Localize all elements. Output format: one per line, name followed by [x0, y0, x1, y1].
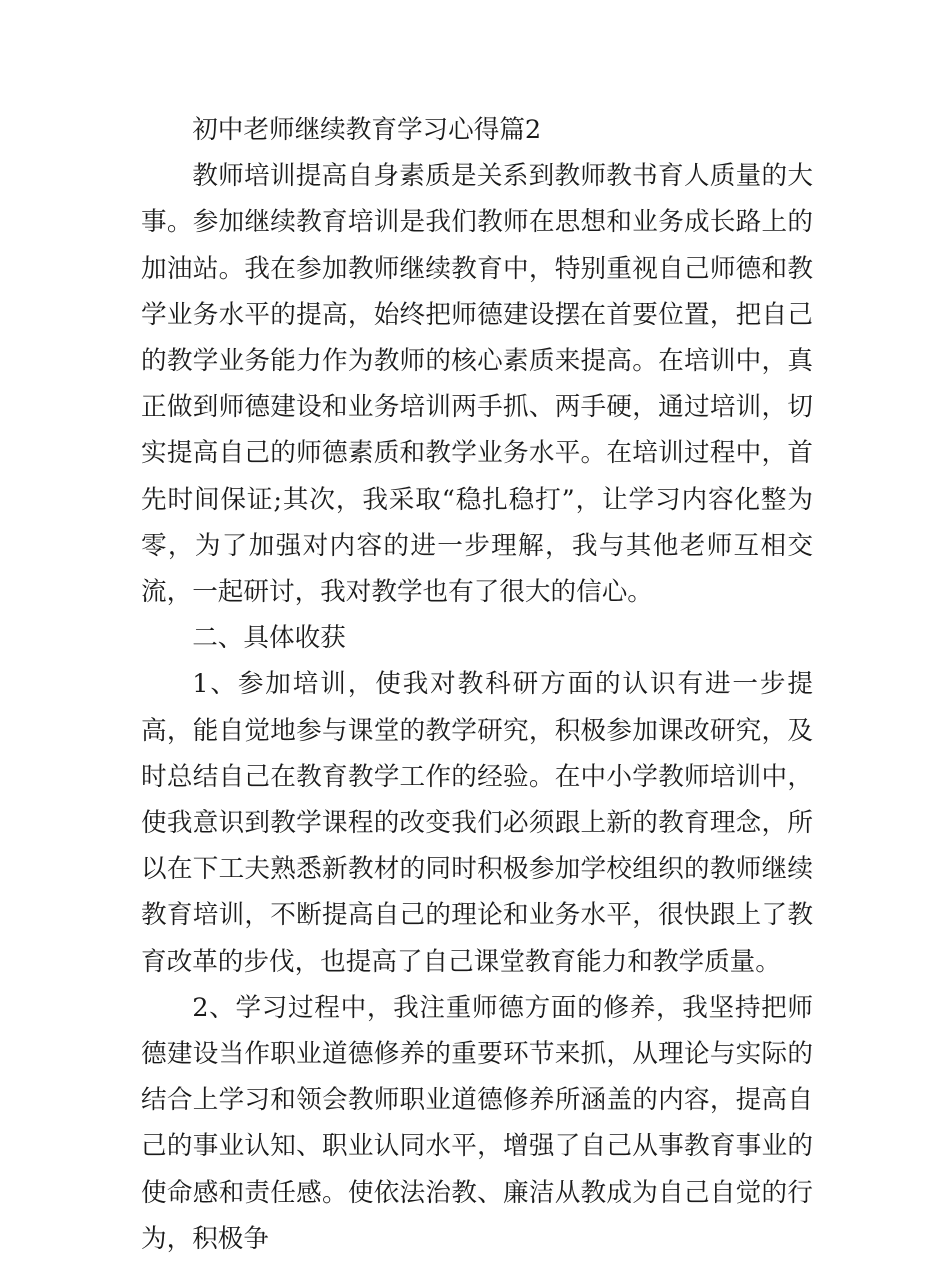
section-heading-gains: 二、具体收获	[192, 623, 346, 654]
paragraph-intro: 教师培训提高自身素质是关系到教师教书育人质量的大事。参加继续教育培训是我们教师在思想和业务成长路上的加油站。我在参加教师继续教育中，特别重视自己师德和教学业务水平的提高，始终把师德建设摆在首要位置，把自己的教学业务能力作为教师的核心素质来提高。在培训中，真正做到师德建设和业务培训两手抓、两手硬，通过培训，切实提高自己的师德素质和教学业务水平。在培训过程中，首先时间保证;其次，我采取“稳扎稳打”，让学习内容化整为零，为了加强对内容的进一步理解，我与其他老师互相交流，一起研讨，我对教学也有了很大的信心。	[141, 161, 813, 608]
paragraph-point-2: 2、学习过程中，我注重师德方面的修养，我坚持把师德建设当作职业道德修养的重要环节来抓，从理论与实际的结合上学习和领会教师职业道德修养所涵盖的内容，提高自己的事业认知、职业认同水平，增强了自己从事教育事业的使命感和责任感。使依法治教、廉洁从教成为自己自觉的行为，积极争	[141, 992, 813, 1254]
paragraph-point-1: 1、参加培训，使我对教科研方面的认识有进一步提高，能自觉地参与课堂的教学研究，积极参加课改研究，及时总结自己在教育教学工作的经验。在中小学教师培训中，使我意识到教学课程的改变我们必须跟上新的教育理念，所以在下工夫熟悉新教材的同时积极参加学校组织的教师继续教育培训，不断提高自己的理论和业务水平，很快跟上了教育改革的步伐，也提高了自己课堂教育能力和教学质量。	[141, 669, 813, 977]
document-heading: 初中老师继续教育学习心得篇2	[192, 115, 542, 145]
document-body	[141, 107, 813, 1262]
